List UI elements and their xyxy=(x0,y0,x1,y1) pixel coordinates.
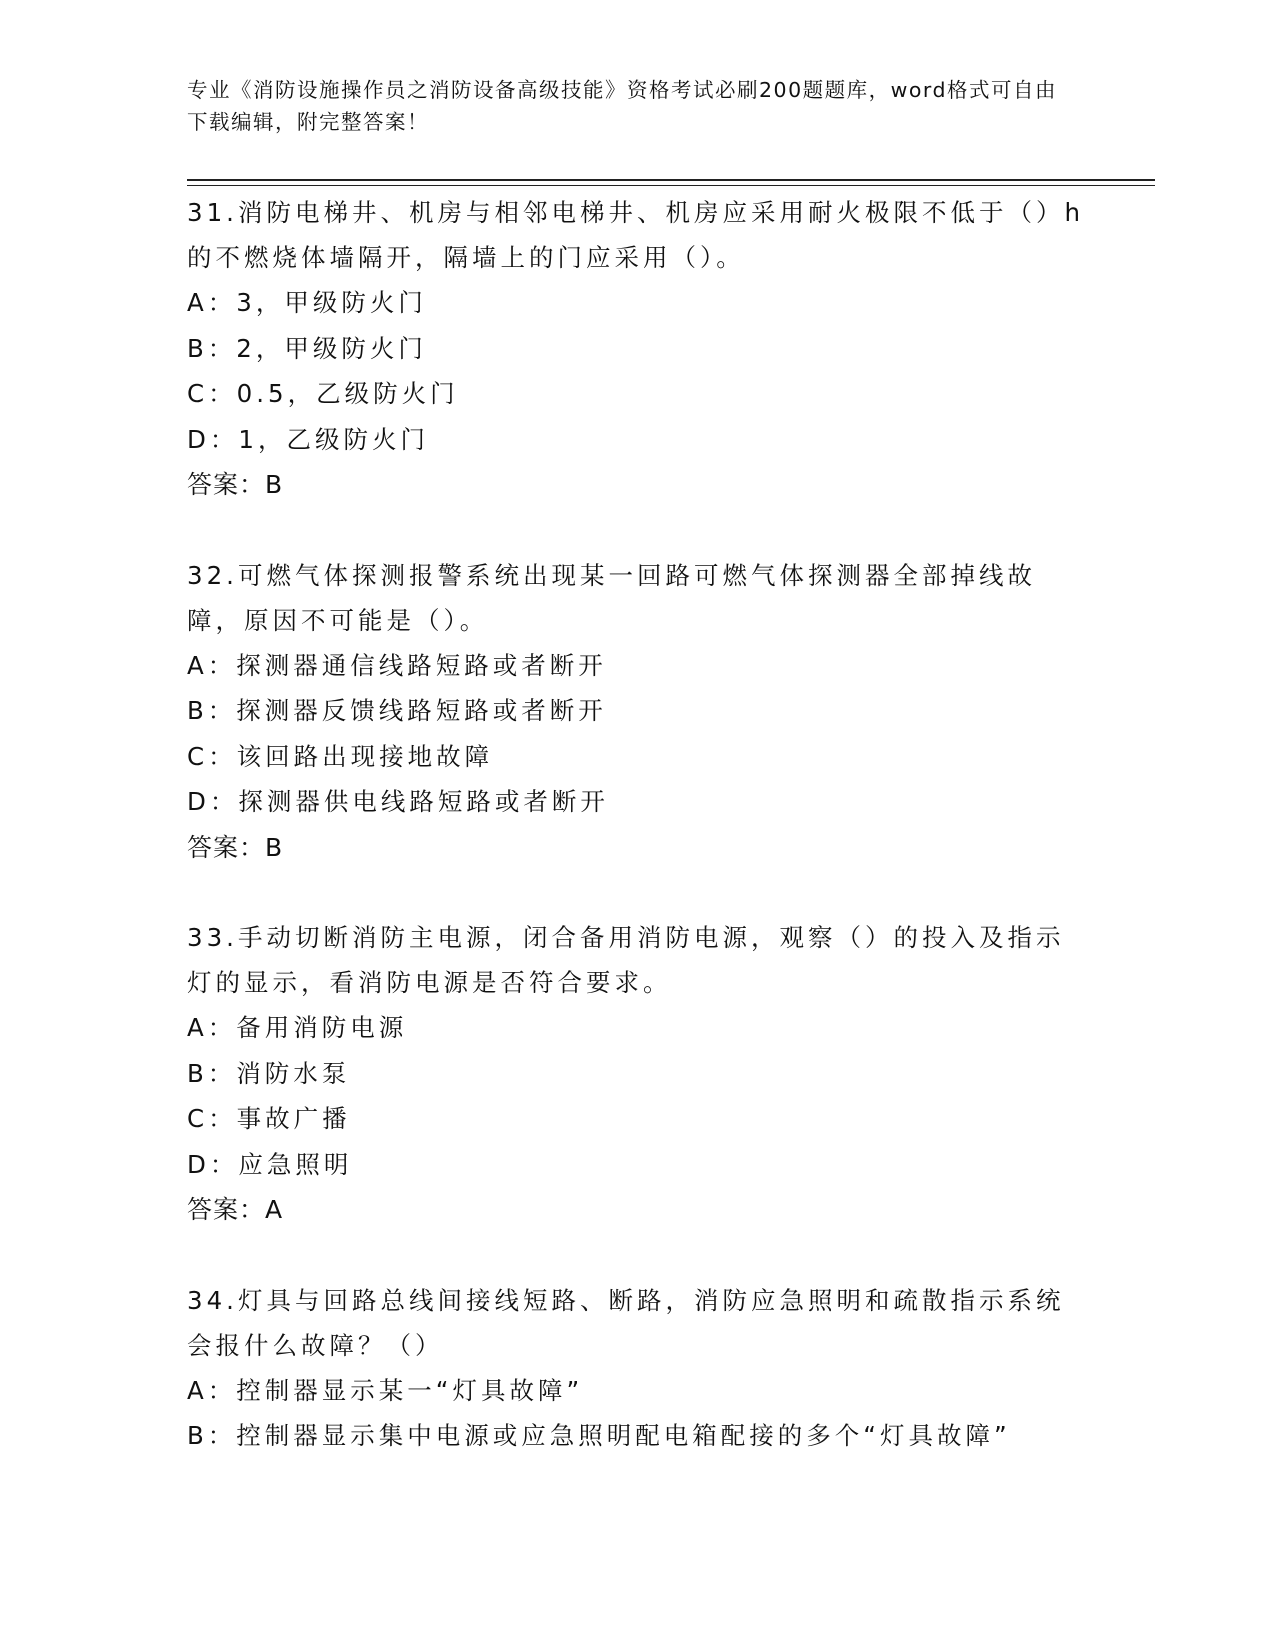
question-stem: 31.消防电梯井、机房与相邻电梯井、机房应采用耐火极限不低于（）h的不燃烧体墙隔开，隔墙上的门应采用（）。 xyxy=(187,198,1084,272)
option-b: B：消防水泵 xyxy=(187,1058,351,1088)
header-divider-thick xyxy=(187,179,1155,181)
option-a: A：备用消防电源 xyxy=(187,1013,408,1042)
question-34 xyxy=(187,1278,1087,1459)
option-a: A：探测器通信线路短路或者断开 xyxy=(187,650,607,680)
option-b: B：探测器反馈线路短路或者断开 xyxy=(187,696,607,725)
question-31 xyxy=(187,190,1087,508)
option-c: C：该回路出现接地故障 xyxy=(187,741,494,771)
answer-line: 答案：B xyxy=(187,470,284,499)
option-a: A：3，甲级防火门 xyxy=(187,288,427,317)
answer-line: 答案：A xyxy=(187,1195,284,1224)
option-b: B：2，甲级防火门 xyxy=(187,333,427,363)
option-c: C：0.5，乙级防火门 xyxy=(187,379,459,408)
document-intro: 专业《消防设施操作员之消防设备高级技能》资格考试必刷200题题库，word格式可自由下载编辑，附完整答案！ xyxy=(187,78,1058,134)
option-d: D：探测器供电线路短路或者断开 xyxy=(187,787,609,816)
question-32 xyxy=(187,553,1087,871)
option-c: C：事故广播 xyxy=(187,1104,351,1133)
option-d: D：应急照明 xyxy=(187,1149,353,1179)
question-stem: 33.手动切断消防主电源，闭合备用消防电源，观察（）的投入及指示灯的显示，看消防电源是否符合要求。 xyxy=(187,923,1065,997)
option-d: D：1，乙级防火门 xyxy=(187,424,429,454)
answer-line: 答案：B xyxy=(187,832,284,862)
option-b: B：控制器显示集中电源或应急照明配电箱配接的多个“灯具故障” xyxy=(187,1421,1011,1450)
question-stem: 32.可燃气体探测报警系统出现某一回路可燃气体探测器全部掉线故障，原因不可能是（）。 xyxy=(187,560,1036,635)
option-a: A：控制器显示某一“灯具故障” xyxy=(187,1375,584,1405)
question-33 xyxy=(187,915,1087,1233)
header-divider-thin xyxy=(187,185,1155,186)
question-list xyxy=(187,190,1087,1504)
question-stem: 34.灯具与回路总线间接线短路、断路，消防应急照明和疏散指示系统会报什么故障？（） xyxy=(187,1285,1065,1360)
